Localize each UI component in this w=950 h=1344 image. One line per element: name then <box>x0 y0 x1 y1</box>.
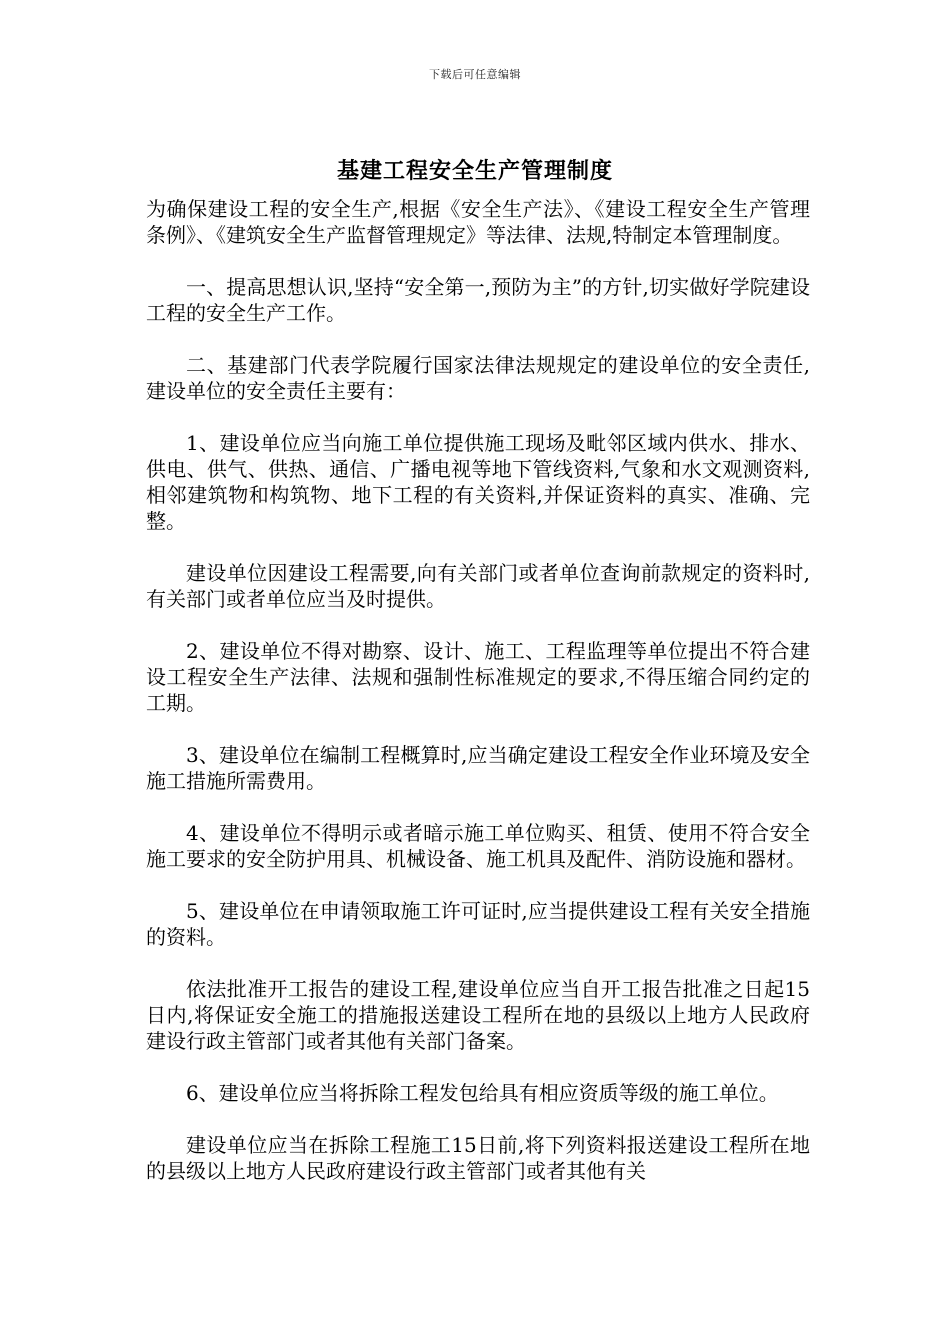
document-title: 基建工程安全生产管理制度 <box>336 158 613 184</box>
paragraph-2: 二、基建部门代表学院履行国家法律法规规定的建设单位的安全责任,建设单位的安全责任主要有： <box>146 353 810 403</box>
paragraph-1: 一、提高思想认识,坚持“安全第一,预防为主”的方针,切实做好学院建设工程的安全生产工作。 <box>146 275 810 325</box>
paragraph-11: 建设单位应当在拆除工程施工15日前,将下列资料报送建设工程所在地的县级以上地方人民政府建设行政主管部门或者其他有关 <box>146 1133 810 1183</box>
paragraph-7: 4、建设单位不得明示或者暗示施工单位购买、租赁、使用不符合安全施工要求的安全防护用具、机械设备、施工机具及配件、消防设施和器材。 <box>146 821 810 871</box>
paragraph-9: 依法批准开工报告的建设工程,建设单位应当自开工报告批准之日起15日内,将保证安全施工的措施报送建设工程所在地的县级以上地方人民政府建设行政主管部门或者其他有关部门备案。 <box>146 977 810 1053</box>
document-body <box>146 196 810 1210</box>
paragraph-intro: 为确保建设工程的安全生产,根据《安全生产法》、《建设工程安全生产管理条例》、《建筑安全生产监督管理规定》等法律、法规,特制定本管理制度。 <box>146 197 810 247</box>
paragraph-5: 2、建设单位不得对勘察、设计、施工、工程监理等单位提出不符合建设工程安全生产法律、法规和强制性标准规定的要求,不得压缩合同约定的工期。 <box>146 639 810 715</box>
paragraph-10: 6、建设单位应当将拆除工程发包给具有相应资质等级的施工单位。 <box>186 1081 779 1105</box>
paragraph-3: 1、建设单位应当向施工单位提供施工现场及毗邻区域内供水、排水、供电、供气、供热、通信、广播电视等地下管线资料,气象和水文观测资料,相邻建筑物和构筑物、地下工程的有关资料,并保证资料的真实、准确、完整。 <box>146 431 810 533</box>
paragraph-6: 3、建设单位在编制工程概算时,应当确定建设工程安全作业环境及安全施工措施所需费用。 <box>146 743 810 793</box>
header-note: 下载后可任意编辑 <box>429 68 521 81</box>
paragraph-4: 建设单位因建设工程需要,向有关部门或者单位查询前款规定的资料时,有关部门或者单位应当及时提供。 <box>146 561 810 611</box>
paragraph-8: 5、建设单位在申请领取施工许可证时,应当提供建设工程有关安全措施的资料。 <box>146 899 810 949</box>
